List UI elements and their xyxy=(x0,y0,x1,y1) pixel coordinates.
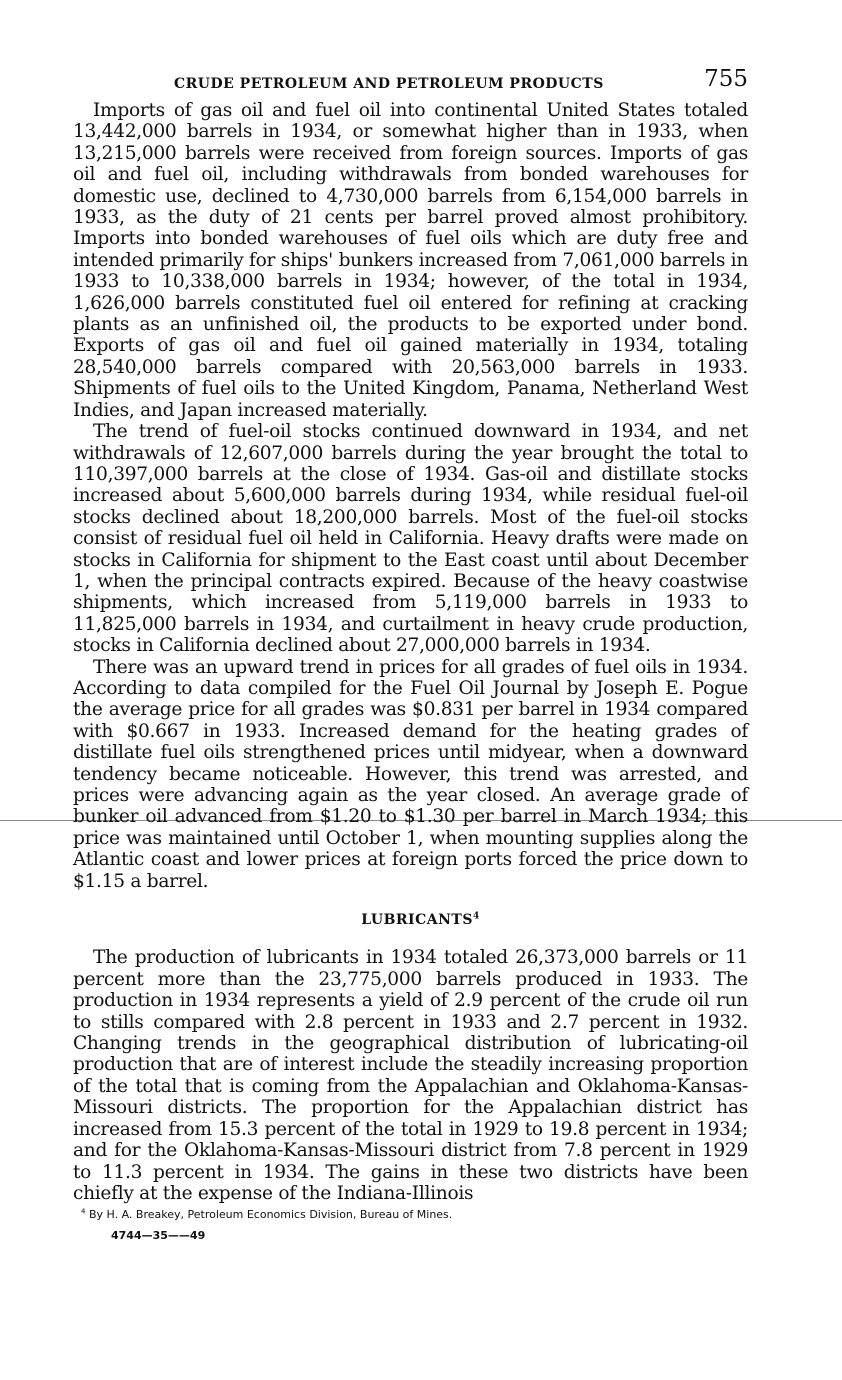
section-heading-text: LUBRICANTS xyxy=(361,912,473,929)
paragraph-fuel-oil-stocks: The trend of fuel-oil stocks continued downward in 1934, and net withdrawals of 12,607,000 barrels during the year brought the total to 110,397,000 barrels at the close of 1934. Gas-oil and distillate stocks increased about 5,600,000 barrels during 1934, while residual fuel-oil stocks declined about 18,200,000 barrels. Most of the fuel-oil stocks consist of residual fuel oil held in California. Heavy drafts were made on stocks in California for shipment to the East coast until about December 1, when the principal contracts expired. Because of the heavy coastwise shipments, which increased from 5,119,000 barrels in 1933 to 11,825,000 barrels in 1934, and curtailment in heavy crude production, stocks in California declined about 27,000,000 barrels in 1934. xyxy=(73,421,748,657)
running-head xyxy=(73,64,748,100)
footnote-reference: 4 xyxy=(472,911,480,922)
paragraph-fuel-oil-prices: There was an upward trend in prices for all grades of fuel oils in 1934. According to data compiled for the Fuel Oil Journal by Joseph E. Pogue the average price for all grades was $0.831 per barrel in 1934 compared with $0.667 in 1933. Increased demand for the heating grades of distillate fuel oils strengthened prices until midyear, when a downward tendency became noticeable. However, this trend was arrested, and prices were advancing again as the year closed. An average grade of bunker oil advanced from $1.20 to $1.30 per barrel in March 1934; this price was maintained until October 1, when mounting supplies along the Atlantic coast and lower prices at foreign ports forced the price down to $1.15 a barrel. xyxy=(73,656,748,892)
document-page xyxy=(73,64,748,1242)
footnote-mark: 4 xyxy=(81,1207,86,1216)
running-head-title: CRUDE PETROLEUM AND PETROLEUM PRODUCTS xyxy=(174,76,604,92)
paragraph-fuel-oil-imports: Imports of gas oil and fuel oil into continental United States totaled 13,442,000 barrels in 1934, or somewhat higher than in 1933, when 13,215,000 barrels were received from foreign sources. Imports of gas oil and fuel oil, including withdrawals from bonded warehouses for domestic use, declined to 4,730,000 barrels from 6,154,000 barrels in 1933, as the duty of 21 cents per barrel proved almost prohibitory. Imports into bonded warehouses of fuel oils which are duty free and intended primarily for ships' bunkers increased from 7,061,000 barrels in 1933 to 10,338,000 barrels in 1934; however, of the total in 1934, 1,626,000 barrels constituted fuel oil entered for refining at cracking plants as an unfinished oil, the products to be exported under bond. Exports of gas oil and fuel oil gained materially in 1934, totaling 28,540,000 barrels compared with 20,563,000 barrels in 1933. Shipments of fuel oils to the United Kingdom, Panama, Netherland West Indies, and Japan increased materially. xyxy=(73,100,748,421)
footnote-text: By H. A. Breakey, Petroleum Economics Division, Bureau of Mines. xyxy=(88,1208,453,1222)
printer-signature-mark: 4744—35——49 xyxy=(111,1229,206,1243)
section-heading-lubricants xyxy=(73,910,748,931)
paragraph-lubricants-production: The production of lubricants in 1934 totaled 26,373,000 barrels or 11 percent more than the 23,775,000 barrels produced in 1933. The production in 1934 represents a yield of 2.9 percent of the crude oil run to stills compared with 2.8 percent in 1933 and 2.7 percent in 1932. Changing trends in the geographical distribution of lubricating-oil production that are of interest include the steadily increasing proportion of the total that is coming from the Appalachian and Oklahoma-Kansas-Missouri districts. The proportion for the Appalachian district has increased from 15.3 percent of the total in 1929 to 19.8 percent in 1934; and for the Oklahoma-Kansas-Missouri district from 7.8 percent in 1929 to 11.3 percent in 1934. The gains in these two districts have been chiefly at the expense of the Indiana-Illinois xyxy=(73,947,748,1204)
footnote xyxy=(73,1208,748,1221)
body-text xyxy=(73,100,748,1204)
page-number: 755 xyxy=(704,66,748,92)
